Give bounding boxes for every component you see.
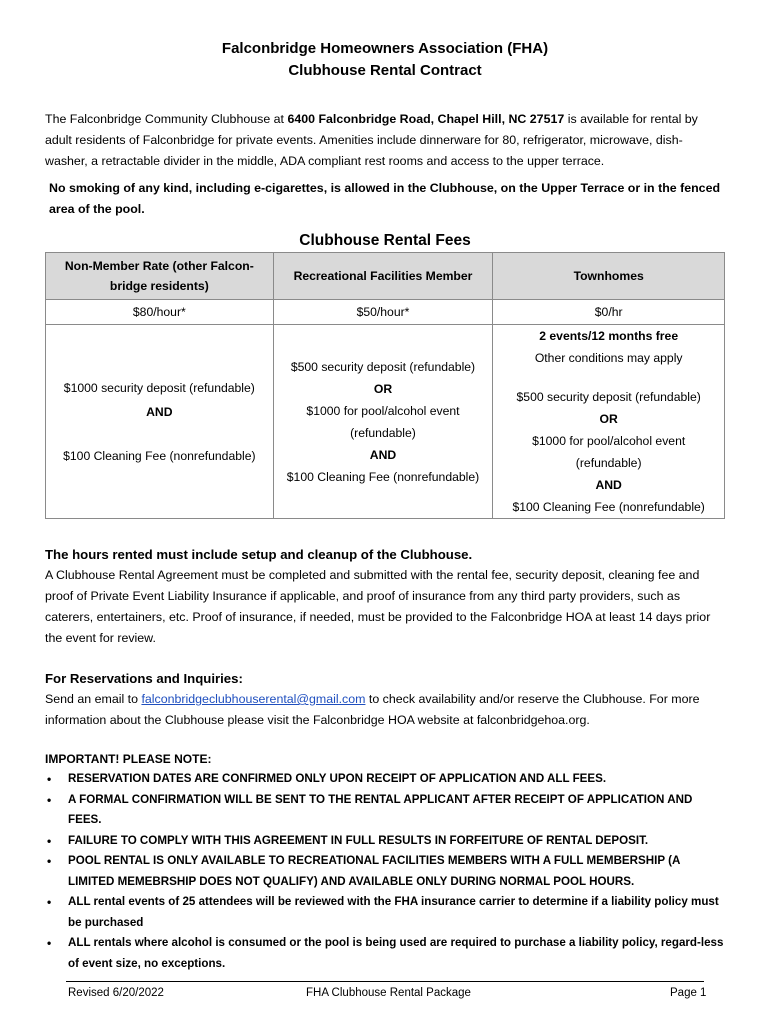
header-member: Recreational Facilities Member [273,253,493,300]
deposit-nonmember [46,325,274,519]
list-item: • FAILURE TO COMPLY WITH THIS AGREEMENT IN FULL RESULTS IN FORFEITURE OF RENTAL DEPOSIT. [45,831,725,852]
member-and: AND [369,447,397,462]
list-item: • ALL rental events of 25 attendees will be reviewed with the FHA insurance carrier to determine if a liability policy must be purchased [45,892,725,933]
reservations-heading: For Reservations and Inquiries: [45,671,243,686]
townhomes-refundable: (refundable) [575,456,642,470]
header-nonmember: Non-Member Rate (other Falcon-bridge residents) [46,253,274,300]
email-link[interactable]: falconbridgeclubhouserental@gmail.com [141,692,366,706]
townhomes-conditions: Other conditions may apply [534,351,683,365]
townhomes-free-events: 2 events/12 months free [539,329,679,343]
rate-nonmember: $80/hour* [46,300,274,325]
list-item: • A FORMAL CONFIRMATION WILL BE SENT TO THE RENTAL APPLICANT AFTER RECEIPT OF APPLICATION AND FEES. [45,790,725,831]
rate-townhomes: $0/hr [493,300,725,325]
townhomes-or: OR [599,412,618,426]
hours-body: A Clubhouse Rental Agreement must be completed and submitted with the rental fee, security deposit, cleaning fee and proof of Private Event Liability Insurance if applicable, and proof of insurance from any third party providers, such as caterers, entertainers, etc. Proof of insurance, if needed, must be provided to the Falconbridge HOA at least 14 days prior the event for review. [45,568,711,645]
bullet-icon: • [47,792,52,807]
hours-heading: The hours rented must include setup and cleanup of the Clubhouse. [45,547,473,562]
bullet-icon: • [47,772,52,786]
member-pool-deposit: $1000 for pool/alcohol event [306,403,460,418]
important-heading: IMPORTANT! PLEASE NOTE: [45,752,212,766]
footer-revised: Revised 6/20/2022 [68,987,164,999]
clubhouse-address: 6400 Falconbridge Road, Chapel Hill, NC 27517 [287,112,565,126]
member-or: OR [373,381,393,396]
important-list [45,769,725,974]
nonmember-cleaning: $100 Cleaning Fee (nonrefundable) [63,448,256,463]
member-cleaning: $100 Cleaning Fee (nonrefundable) [286,469,480,484]
fees-header-row [46,253,725,300]
nonmember-and: AND [146,404,173,419]
intro-text-before: The Falconbridge Community Clubhouse at [45,112,288,126]
document-title [45,38,725,82]
nonmember-deposit: $1000 security deposit (refundable) [63,380,255,395]
list-item: • POOL RENTAL IS ONLY AVAILABLE TO RECREATIONAL FACILITIES MEMBERS WITH A FULL MEMBERSHIP (A LIMITED MEMEBRSHIP DOES NOT QUALIFY) AND AVAILABLE ONLY DURING NORMAL POOL HOURS. [45,851,725,892]
deposit-townhomes [493,325,725,519]
bullet-icon: • [47,936,52,950]
list-item: • ALL rentals where alcohol is consumed or the pool is being used are required to purchase a liability policy, regard-less of event size, no exceptions. [45,933,725,974]
deposit-member [273,325,493,519]
reservations-body [45,689,725,731]
fees-table [45,252,725,519]
smoking-notice: No smoking of any kind, including e-cigarettes, is allowed in the Clubhouse, on the Upper Terrace or in the fenced area of the pool. [49,181,721,216]
member-refundable: (refundable) [350,425,416,440]
bullet-icon: • [47,854,52,868]
rate-member: $50/hour* [273,300,493,325]
footer-divider [66,981,704,982]
intro-text-after: is available for rental by adult residents of Falconbridge for private events. Amenities include dinnerware for 80, refrigerator, microwave, dish-washer, a retractable divider in the middle, ADA compliant rest rooms and access to the upper terrace. [45,112,698,168]
footer-package: FHA Clubhouse Rental Package [306,987,471,999]
fees-title: Clubhouse Rental Fees [299,232,471,249]
reservations-text-before: Send an email to [45,692,142,706]
document-page [45,38,725,974]
list-item: • RESERVATION DATES ARE CONFIRMED ONLY UPON RECEIPT OF APPLICATION AND ALL FEES. [45,769,725,790]
footer-page-number: Page 1 [670,987,707,999]
bullet-icon: • [47,833,52,848]
title-line-2: Clubhouse Rental Contract [288,62,482,79]
townhomes-pool-deposit: $1000 for pool/alcohol event [532,434,686,448]
reservations-text-after: to check availability and/or reserve the Clubhouse. For more information about the Clubhouse please visit the Falconbridge HOA website at falconbridgehoa.org. [45,692,700,727]
intro-paragraph [45,109,725,172]
title-line-1: Falconbridge Homeowners Association (FHA) [221,40,549,57]
header-townhomes: Townhomes [493,253,725,300]
fees-rate-row [46,300,725,325]
townhomes-deposit: $500 security deposit (refundable) [516,390,701,404]
member-deposit: $500 security deposit (refundable) [290,359,476,374]
townhomes-and: AND [595,478,622,492]
fees-deposit-row [46,325,725,519]
bullet-icon: • [47,895,52,909]
townhomes-cleaning: $100 Cleaning Fee (nonrefundable) [512,500,705,514]
